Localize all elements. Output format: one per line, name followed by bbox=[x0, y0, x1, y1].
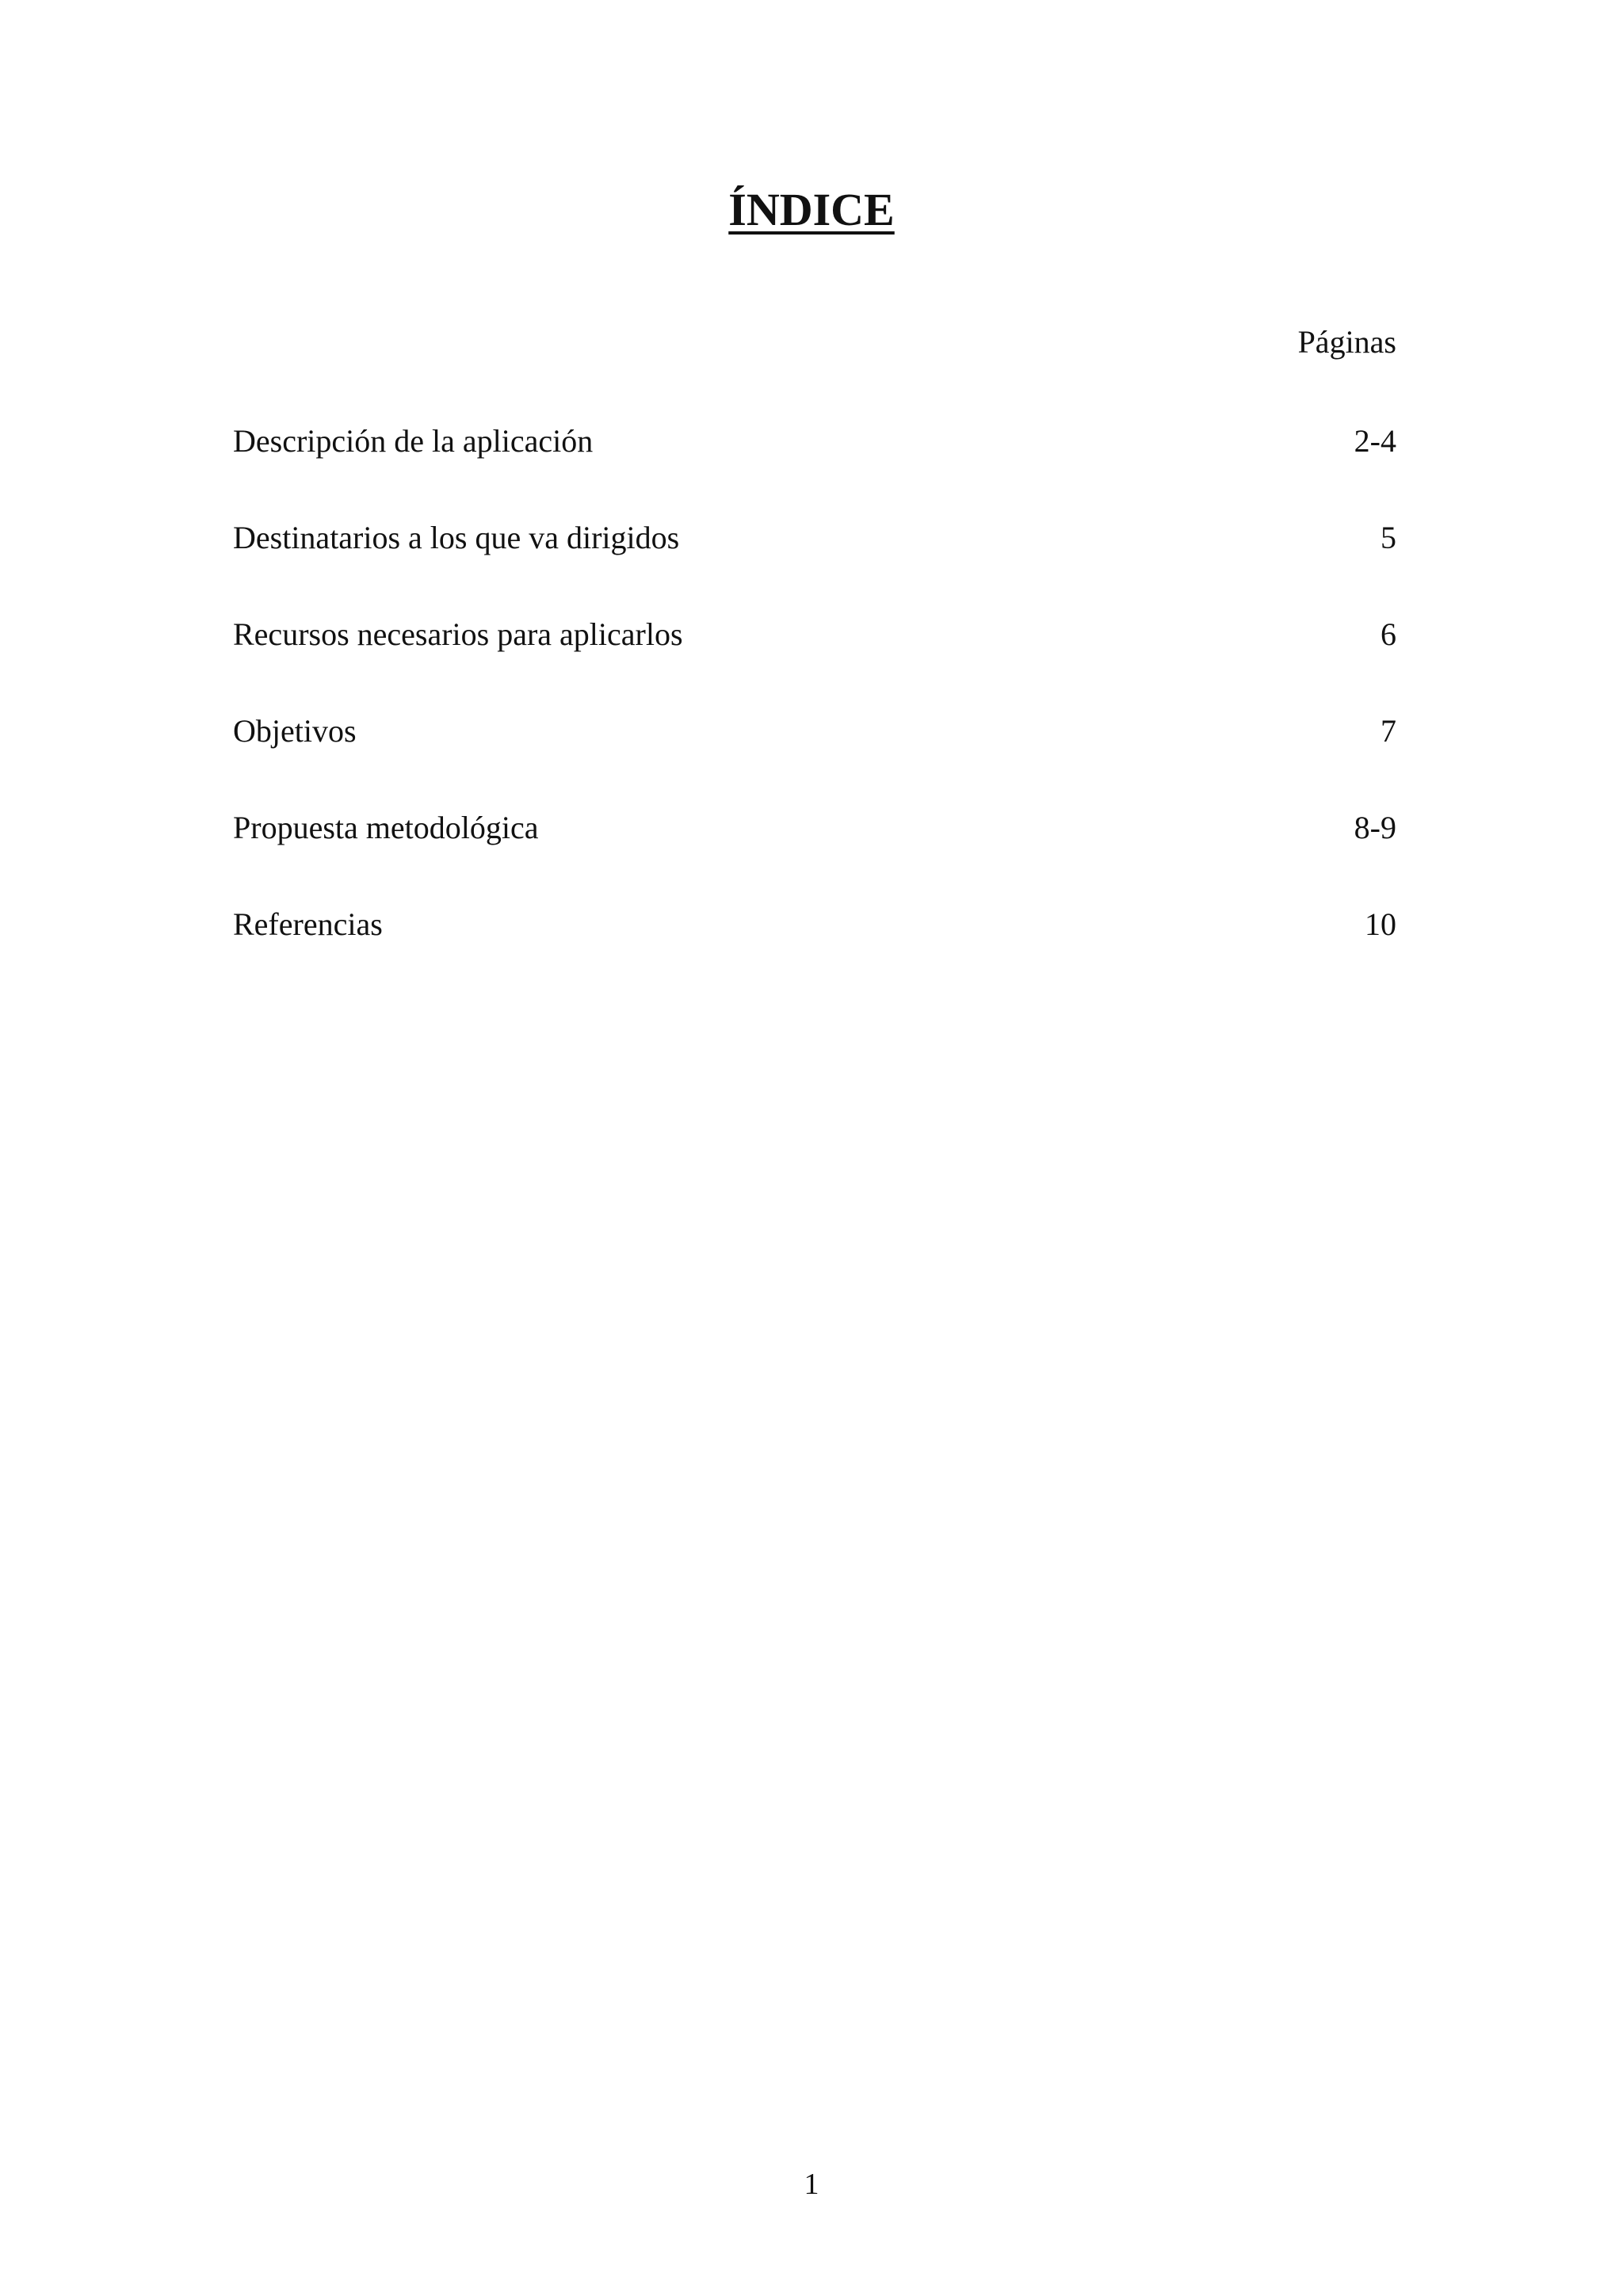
toc-entry-label: Descripción de la aplicación bbox=[233, 423, 594, 459]
toc-entry-pages: 7 bbox=[1381, 713, 1396, 749]
table-of-contents bbox=[233, 422, 1396, 1002]
toc-entry-label: Objetivos bbox=[233, 713, 357, 749]
toc-entry-label: Destinatarios a los que va dirigidos bbox=[233, 520, 680, 555]
page-number: 1 bbox=[804, 2168, 819, 2201]
toc-entry bbox=[233, 906, 1396, 1002]
toc-entry bbox=[233, 712, 1396, 809]
toc-entry-pages: 5 bbox=[1381, 520, 1396, 555]
toc-entry bbox=[233, 809, 1396, 906]
toc-entry bbox=[233, 616, 1396, 712]
toc-entry-label: Referencias bbox=[233, 906, 383, 942]
toc-entry-pages: 8-9 bbox=[1354, 810, 1396, 845]
toc-entry-label: Recursos necesarios para aplicarlos bbox=[233, 616, 683, 652]
pages-column-header: Páginas bbox=[1297, 324, 1396, 360]
toc-entry-pages: 6 bbox=[1381, 616, 1396, 652]
page-title: ÍNDICE bbox=[728, 184, 895, 235]
toc-entry bbox=[233, 422, 1396, 519]
toc-entry-pages: 10 bbox=[1365, 906, 1396, 942]
toc-entry-pages: 2-4 bbox=[1354, 423, 1396, 459]
toc-entry-label: Propuesta metodológica bbox=[233, 810, 539, 845]
toc-entry bbox=[233, 519, 1396, 616]
